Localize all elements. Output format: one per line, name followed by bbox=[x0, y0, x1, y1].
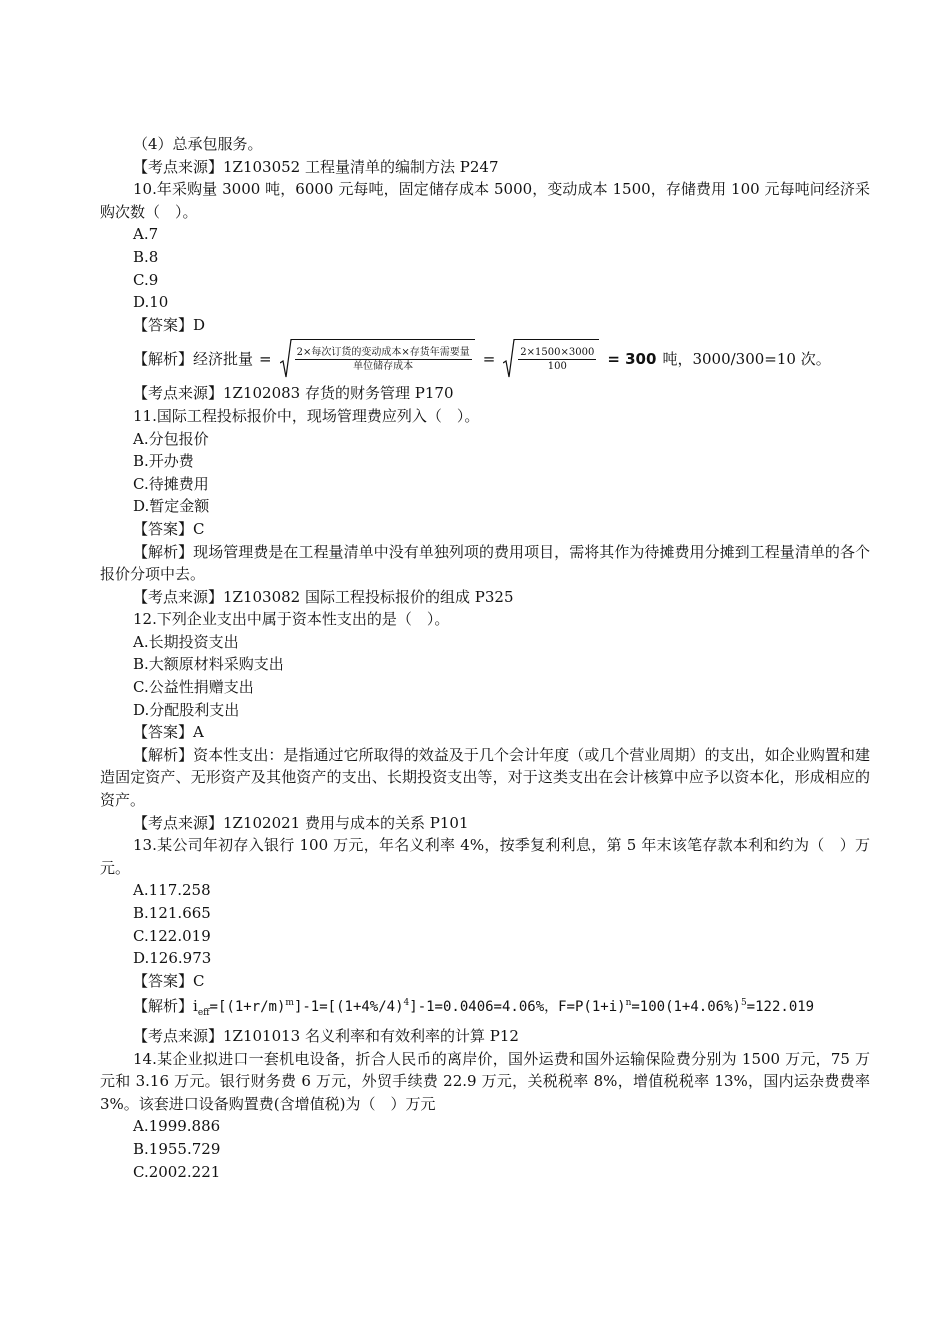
question-12-source: 【考点来源】1Z102021 费用与成本的关系 P101 bbox=[133, 813, 469, 832]
question-10-source: 【考点来源】1Z102083 存货的财务管理 P170 bbox=[133, 384, 454, 403]
question-14-option-c: C.2002.221 bbox=[133, 1162, 221, 1181]
superscript: 5 bbox=[740, 998, 747, 1009]
question-12-option-b: B.大额原材料采购支出 bbox=[133, 655, 284, 674]
question-10-option-a: A.7 bbox=[133, 225, 159, 244]
question-12-option-a: A.长期投资支出 bbox=[133, 632, 239, 651]
radical-icon bbox=[503, 339, 515, 379]
question-10-option-c: C.9 bbox=[133, 270, 159, 289]
question-13-explanation: 【解析】$i_{eff}=[(1+r/m)^m]-1=[(1+4\%/4)^4]-1=0.0406=4.06\%$，$F=P(1+i)^n=100(1+4.06\%)^5=122.019$ bbox=[133, 997, 815, 1019]
sqrt-formula-1 bbox=[280, 339, 475, 379]
equals-sign: = bbox=[482, 350, 496, 369]
fraction-numerator: 2×每次订货的变动成本×存货年需要量 bbox=[296, 347, 470, 359]
subscript: eff bbox=[197, 1008, 210, 1019]
question-11-option-b: B.开办费 bbox=[133, 452, 194, 471]
question-10-answer: 【答案】D bbox=[133, 315, 206, 334]
explanation-label: 【解析】i bbox=[133, 997, 198, 1016]
fraction bbox=[518, 346, 596, 373]
fraction-denominator: 单位储存成本 bbox=[353, 361, 414, 373]
source-reference: 【考点来源】1Z103052 工程量清单的编制方法 P247 bbox=[133, 157, 499, 176]
question-12-answer: 【答案】A bbox=[133, 723, 204, 742]
question-13-option-c: C.122.019 bbox=[133, 926, 211, 945]
superscript: m bbox=[285, 998, 294, 1009]
explanation-suffix: 吨，3000/300=10 次。 bbox=[662, 350, 831, 369]
text-line: （4）总承包服务。 bbox=[133, 135, 263, 153]
question-13-answer: 【答案】C bbox=[133, 971, 205, 990]
question-12-explanation: 【解析】资本性支出：是指通过它所取得的效益及于几个会计年度（或几个营业周期）的支出，如企业购置和建造固定资产、无形资产及其他资产的支出、长期投资支出等，对于这类支出在会计核算中应予以资本化，形成相应的资产。 bbox=[100, 745, 870, 810]
fraction-denominator: 100 bbox=[547, 361, 567, 373]
question-11-answer: 【答案】C bbox=[133, 519, 205, 538]
question-13-option-b: B.121.665 bbox=[133, 904, 211, 922]
question-11-option-a: A.分包报价 bbox=[133, 429, 209, 448]
question-10-text: 10.年采购量 3000 吨，6000 元每吨，固定储存成本 5000，变动成本 1500，存储费用 100 元每吨问经济采购次数（ ）。 bbox=[100, 180, 870, 221]
question-13-source: 【考点来源】1Z101013 名义利率和有效利率的计算 P12 bbox=[133, 1026, 519, 1045]
question-13-option-a: A.117.258 bbox=[133, 881, 211, 900]
fraction-numerator: 2×1500×3000 bbox=[520, 347, 595, 359]
question-12-text: 12.下列企业支出中属于资本性支出的是（ ）。 bbox=[133, 610, 450, 629]
question-11-explanation: 【解析】现场管理费是在工程量清单中没有单独列项的费用项目，需将其作为待摊费用分摊到工程量清单的各个报价分项中去。 bbox=[100, 542, 870, 584]
question-10-option-b: B.8 bbox=[133, 247, 159, 266]
document-body bbox=[100, 133, 870, 1183]
question-14-option-b: B.1955.729 bbox=[133, 1139, 221, 1158]
question-13-option-d: D.126.973 bbox=[133, 949, 212, 968]
question-10-option-d: D.10 bbox=[133, 293, 169, 312]
formula-result: = 300 bbox=[607, 350, 657, 369]
explanation-label: 【解析】经济批量 bbox=[133, 350, 254, 369]
question-14-option-a: A.1999.886 bbox=[133, 1117, 221, 1136]
question-13-text: 13.某公司年初存入银行 100 万元，年名义利率 4%，按季复利利息，第 5 年末该笔存款本利和约为（ ）万元。 bbox=[100, 836, 870, 877]
radical-icon bbox=[280, 339, 292, 379]
question-11-option-c: C.待摊费用 bbox=[133, 474, 209, 493]
question-10-explanation bbox=[100, 336, 870, 382]
sqrt-formula-2 bbox=[503, 339, 599, 379]
question-11-option-d: D.暂定金额 bbox=[133, 497, 210, 516]
question-12-option-c: C.公益性捐赠支出 bbox=[133, 678, 254, 697]
question-11-source: 【考点来源】1Z103082 国际工程投标报价的组成 P325 bbox=[133, 587, 514, 606]
superscript: n bbox=[625, 998, 632, 1009]
question-12-option-d: D.分配股利支出 bbox=[133, 700, 240, 719]
fraction bbox=[295, 346, 472, 373]
question-11-text: 11.国际工程投标报价中，现场管理费应列入（ ）。 bbox=[133, 406, 480, 425]
equals-sign: = bbox=[259, 350, 272, 369]
question-14-text: 14.某企业拟进口一套机电设备，折合人民币的离岸价，国外运费和国外运输保险费分别为 1500 万元，75 万元和 3.16 万元。银行财务费 6 万元，外贸手续费 22.9 万元，关税税率 8%，增值税税率 13%，国内运杂费费率 3%。该套进口设备购置费(含增值税)为（ ）万元 bbox=[100, 1049, 870, 1113]
superscript: 4 bbox=[403, 998, 410, 1009]
